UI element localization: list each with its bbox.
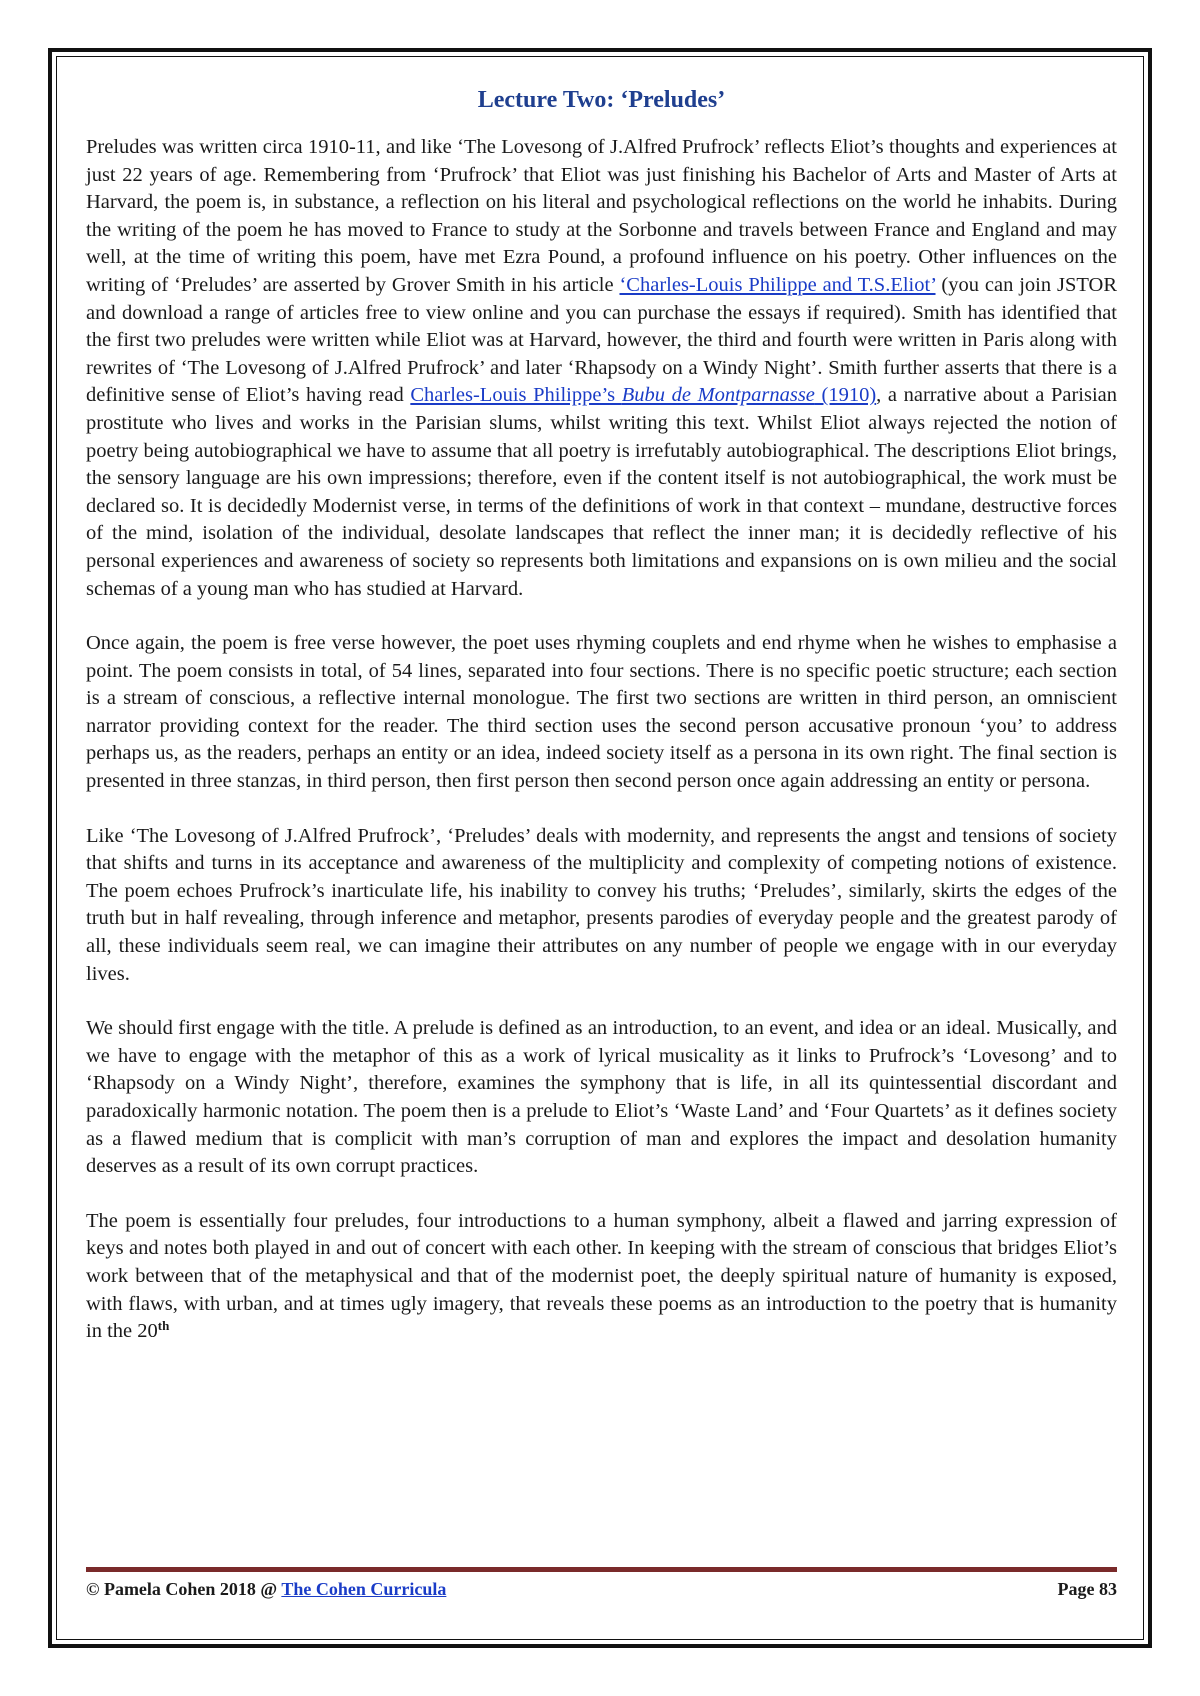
- paragraph-1-text-c: , a narrative about a Parisian prostitute who lives and works in the Parisian slums, whilst writing this text. Whilst Eliot always rejected the notion of poetry being autobiographical we have to assume that all poetry is irrefutably autobiographical. The descriptions Eliot brings, the sensory language are his own impressions; therefore, even if the content itself is not autobiographical, the work must be declared so. It is decidedly Modernist verse, in terms of the definitions of work in that context – mundane, destructive forces of the mind, isolation of the individual, desolate landscapes that reflect the inner man; it is decidedly reflective of his personal experiences and awareness of society so represents both limitations and expansions on is own milieu and the social schemas of a young man who has studied at Harvard.: [86, 384, 1118, 600]
- cohen-curricula-link[interactable]: The Cohen Curricula: [281, 1579, 447, 1599]
- paragraph-1: [86, 134, 1117, 603]
- document-body: [86, 84, 1117, 1346]
- lecture-title: Lecture Two: ‘Preludes’: [477, 87, 726, 113]
- book-link-author: Charles-Louis Philippe’s: [410, 384, 622, 407]
- page-number: Page 83: [1057, 1579, 1117, 1599]
- book-link-bubu[interactable]: [410, 384, 876, 406]
- paragraph-3: Like ‘The Lovesong of J.Alfred Prufrock’, ‘Preludes’ deals with modernity, and represents the angst and tensions of society that shifts and turns in its acceptance and awareness of the multiplicity and complexity of competing notions of existence. The poem echoes Prufrock’s inarticulate life, his inability to convey his truths; ‘Preludes’, similarly, skirts the edges of the truth but in half revealing, through inference and metaphor, presents parodies of everyday people and the greatest parody of all, these individuals seem real, we can imagine their attributes on any number of people we engage with in our everyday lives.: [86, 824, 1117, 985]
- footer-rule: [86, 1567, 1117, 1572]
- article-link-smith[interactable]: ‘Charles-Louis Philippe and T.S.Eliot’: [619, 273, 936, 296]
- book-link-year: (1910): [814, 384, 877, 407]
- footer-copyright: [86, 1576, 446, 1602]
- book-link-title: Bubu de Montparnasse: [621, 384, 815, 407]
- paragraph-5-text: The poem is essentially four preludes, four introductions to a human symphony, albeit a flawed and jarring expression of keys and notes both played in and out of concert with each other. In keeping with the stream of conscious that bridges Eliot’s work between that of the metaphysical and that of the modernist poet, the deeply spiritual nature of humanity is exposed, with flaws, with urban, and at times ugly imagery, that reveals these poems as an introduction to the poetry that is humanity in the 20: [86, 1209, 1117, 1343]
- paragraph-5: [86, 1208, 1117, 1346]
- paragraph-1-text-b: (you can join JSTOR and download a range of articles free to view online and you can purchase the essays if required). Smith has identified that the first two preludes were written while Eliot was at Harvard, however, the third and fourth were written in Paris along with rewrites of ‘The Lovesong of J.Alfred Prufrock’ and later ‘Rhapsody on a Windy Night’. Smith further asserts that there is a definitive sense of Eliot’s having read: [86, 273, 1117, 407]
- copyright-text: © Pamela Cohen 2018 @: [86, 1579, 282, 1599]
- page-footer: [86, 1576, 1117, 1602]
- ordinal-superscript: th: [157, 1318, 170, 1334]
- paragraph-1-text-a: Preludes was written circa 1910-11, and like ‘The Lovesong of J.Alfred Prufrock’ reflects Eliot’s thoughts and experiences at just 22 years of age. Remembering from ‘Prufrock’ that Eliot was just finishing his Bachelor of Arts and Master of Arts at Harvard, the poem is, in substance, a reflection on his literal and psychological reflections on the world he inhabits. During the writing of the poem he has moved to France to study at the Sorbonne and travels between France and England and may well, at the time of writing this poem, have met Ezra Pound, a profound influence on his poetry. Other influences on the writing of ‘Preludes’ are asserted by Grover Smith in his article: [86, 136, 1117, 296]
- paragraph-2: Once again, the poem is free verse however, the poet uses rhyming couplets and end rhyme when he wishes to emphasise a point. The poem consists in total, of 54 lines, separated into four sections. There is no specific poetic structure; each section is a stream of conscious, a reflective internal monologue. The first two sections are written in third person, an omniscient narrator providing context for the reader. The third section uses the second person accusative pronoun ‘you’ to address perhaps us, as the readers, perhaps an entity or an idea, indeed society itself as a persona in its own right. The final section is presented in three stanzas, in third person, then first person then second person once again addressing an entity or persona.: [86, 632, 1117, 793]
- paragraph-4: We should first engage with the title. A prelude is defined as an introduction, to an event, and idea or an ideal. Musically, and we have to engage with the metaphor of this as a work of lyrical musicality as it links to Prufrock’s ‘Lovesong’ and to ‘Rhapsody on a Windy Night’, therefore, examines the symphony that is life, in all its quintessential discordant and paradoxically harmonic notation. The poem then is a prelude to Eliot’s ‘Waste Land’ and ‘Four Quartets’ as it defines society as a flawed medium that is complicit with man’s corruption of man and explores the impact and desolation humanity deserves as a result of its own corrupt practices.: [86, 1017, 1117, 1178]
